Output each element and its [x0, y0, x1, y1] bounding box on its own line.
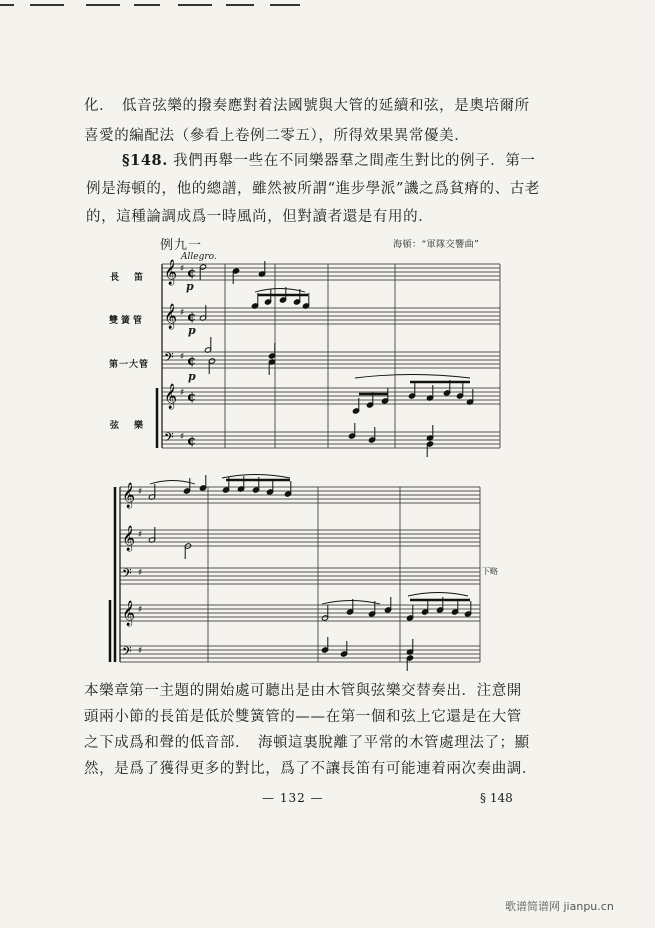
instrument-label-strings: 弦 樂	[110, 421, 147, 431]
instrument-label-oboe: 雙簧管	[109, 316, 146, 326]
side-note: 下略	[482, 567, 498, 576]
time-signature: ¢	[187, 390, 197, 405]
key-signature-sharp: ♯	[138, 530, 143, 540]
instrument-label-bassoon: 第一大管	[109, 360, 150, 370]
slur	[322, 601, 380, 605]
text-line: 本樂章第一主題的開始處可聽出是由木管與弦樂交替奏出．注意開	[84, 683, 522, 699]
slur	[222, 475, 290, 479]
tempo-marking: Allegro.	[181, 252, 217, 262]
key-signature-sharp: ♯	[180, 308, 185, 318]
score-system-2	[110, 475, 480, 672]
bass-clef: 𝄢	[164, 350, 174, 368]
text-line: 之下成爲和聲的低音部． 海頓這裏脫離了平常的木管處理法了；顯	[84, 735, 530, 751]
bass-clef: 𝄢	[122, 644, 132, 662]
slur	[255, 289, 305, 293]
text-line: 我們再舉一些在不同樂器羣之間產生對比的例子．第一	[173, 153, 536, 169]
text-line: 喜愛的編配法（參看上卷例二零五），所得效果異常優美．	[84, 128, 470, 144]
time-signature: ¢	[187, 354, 197, 369]
time-signature: ¢	[187, 434, 197, 449]
slur	[355, 375, 470, 379]
dynamic-marking: p	[188, 324, 196, 337]
key-signature-sharp: ♯	[138, 568, 143, 578]
treble-clef: 𝄞	[122, 601, 136, 626]
key-signature-sharp: ♯	[138, 487, 143, 497]
treble-clef: 𝄞	[122, 526, 136, 551]
treble-clef: 𝄞	[164, 304, 178, 329]
instrument-label-flute: 長 笛	[110, 273, 147, 283]
score-system-1	[157, 259, 500, 457]
time-signature: ¢	[187, 310, 197, 325]
key-signature-sharp: ♯	[180, 432, 185, 442]
example-source: 海頓：“軍隊交響曲”	[393, 240, 480, 250]
slur	[408, 593, 468, 597]
treble-clef: 𝄞	[164, 260, 178, 285]
example-label: 例九一	[160, 238, 203, 253]
section-marker: §148.	[122, 152, 168, 169]
treble-clef: 𝄞	[164, 384, 178, 409]
dynamic-marking: p	[186, 280, 194, 293]
key-signature-sharp: ♯	[138, 646, 143, 656]
bass-clef: 𝄢	[122, 566, 132, 584]
watermark: 歌谱简谱网 jianpu.cn	[505, 900, 614, 913]
slur	[150, 481, 195, 485]
text-line: 化． 低音弦樂的撥奏應對着法國號與大管的延續和弦，是奧培爾所	[84, 98, 530, 114]
text-line: 例是海頓的，他的總譜，雖然被所謂“進步學派”譏之爲貧瘠的、古老	[86, 181, 540, 197]
key-signature-sharp: ♯	[138, 605, 143, 615]
text-line: 然，是爲了獲得更多的對比，爲了不讓長笛有可能連着兩次奏曲調．	[84, 761, 537, 777]
text-line: 頭兩小節的長笛是低於雙簧管的——在第一個和弦上它還是在大管	[84, 709, 522, 725]
dynamic-marking: p	[188, 370, 196, 383]
key-signature-sharp: ♯	[180, 388, 185, 398]
treble-clef: 𝄞	[122, 483, 136, 508]
key-signature-sharp: ♯	[180, 352, 185, 362]
section-reference: § 148	[480, 791, 513, 805]
text-line: 的，這種論調成爲一時風尚，但對讀者還是有用的．	[86, 209, 434, 225]
time-signature: ¢	[187, 266, 197, 281]
page-number: — 132 —	[262, 791, 324, 805]
key-signature-sharp: ♯	[180, 264, 185, 274]
bass-clef: 𝄢	[164, 430, 174, 448]
